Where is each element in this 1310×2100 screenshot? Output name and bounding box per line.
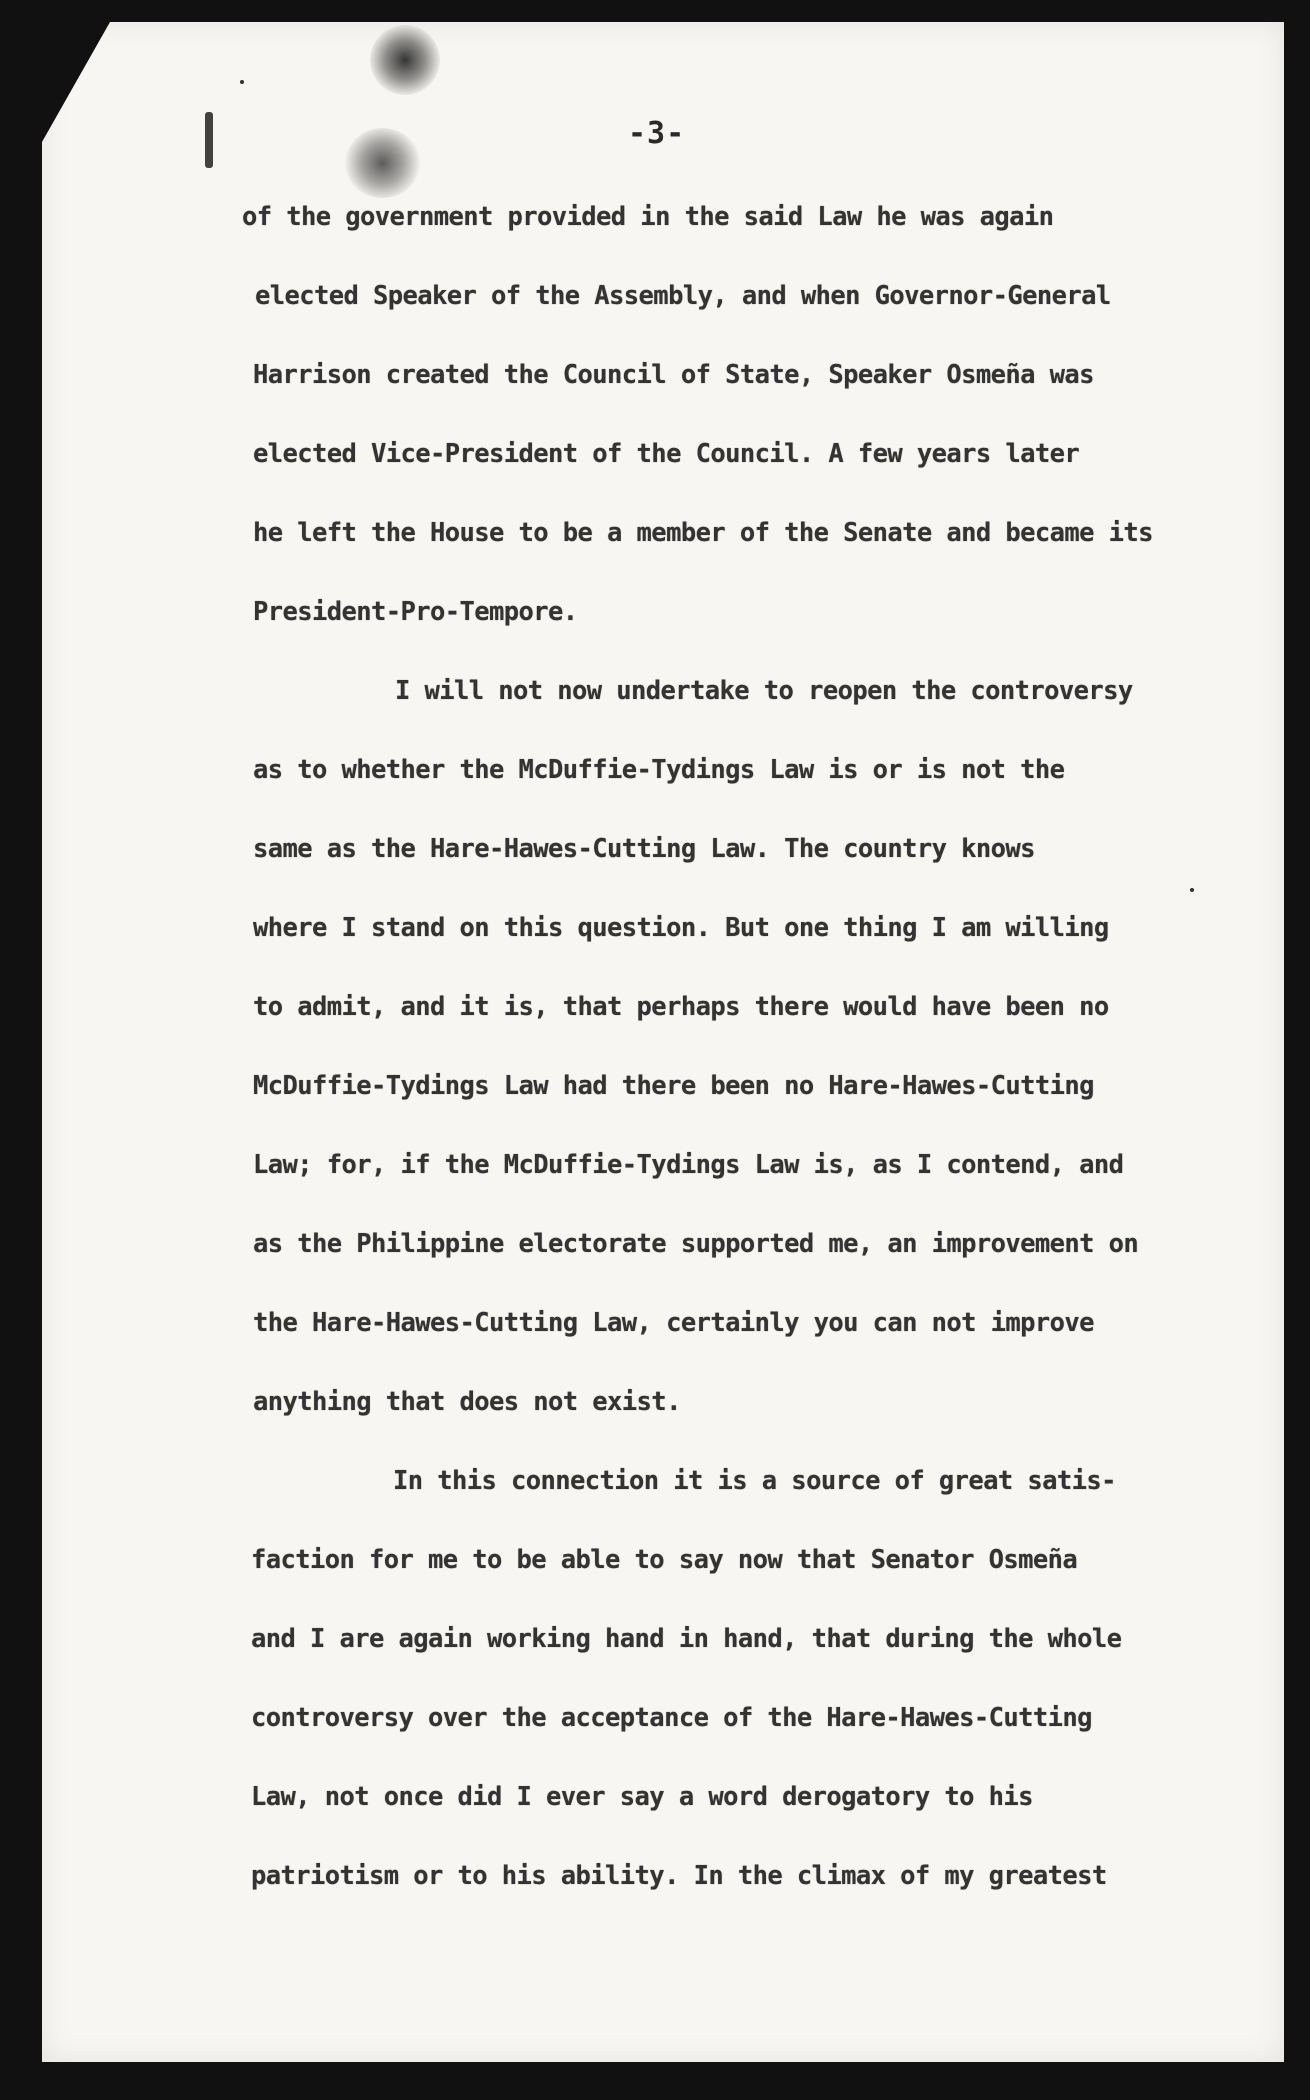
text-line: the Hare-Hawes-Cutting Law, certainly you can not improve (253, 1308, 1094, 1338)
text-line: and I are again working hand in hand, that during the whole (251, 1624, 1122, 1654)
text-line: Law; for, if the McDuffie-Tydings Law is, as I contend, and (253, 1150, 1124, 1180)
text-line: elected Speaker of the Assembly, and when Governor-General (255, 281, 1111, 311)
text-line: same as the Hare-Hawes-Cutting Law. The country knows (253, 834, 1035, 864)
text-line: of the government provided in the said Law he was again (242, 202, 1054, 232)
text-line: controversy over the acceptance of the Hare-Hawes-Cutting (251, 1703, 1092, 1733)
text-line: anything that does not exist. (253, 1387, 681, 1417)
page-number: -3- (628, 116, 686, 151)
text-line: where I stand on this question. But one thing I am willing (253, 913, 1109, 943)
text-line: President-Pro-Tempore. (253, 597, 578, 627)
text-line: In this connection it is a source of great satis- (393, 1466, 1116, 1496)
text-line: as to whether the McDuffie-Tydings Law is or is not the (253, 755, 1065, 785)
text-line: Law, not once did I ever say a word derogatory to his (251, 1782, 1033, 1812)
text-line: elected Vice-President of the Council. A few years later (253, 439, 1080, 469)
text-line: to admit, and it is, that perhaps there would have been no (253, 992, 1109, 1022)
text-line: I will not now undertake to reopen the controversy (395, 676, 1133, 706)
text-line: Harrison created the Council of State, Speaker Osmeña was (253, 360, 1094, 390)
text-line: as the Philippine electorate supported me, an improvement on (253, 1229, 1139, 1259)
text-line: McDuffie-Tydings Law had there been no Hare-Hawes-Cutting (253, 1071, 1094, 1101)
text-line: he left the House to be a member of the Senate and became its (253, 518, 1153, 548)
text-line: patriotism or to his ability. In the climax of my greatest (251, 1861, 1107, 1891)
text-line: faction for me to be able to say now that Senator Osmeña (251, 1545, 1078, 1575)
